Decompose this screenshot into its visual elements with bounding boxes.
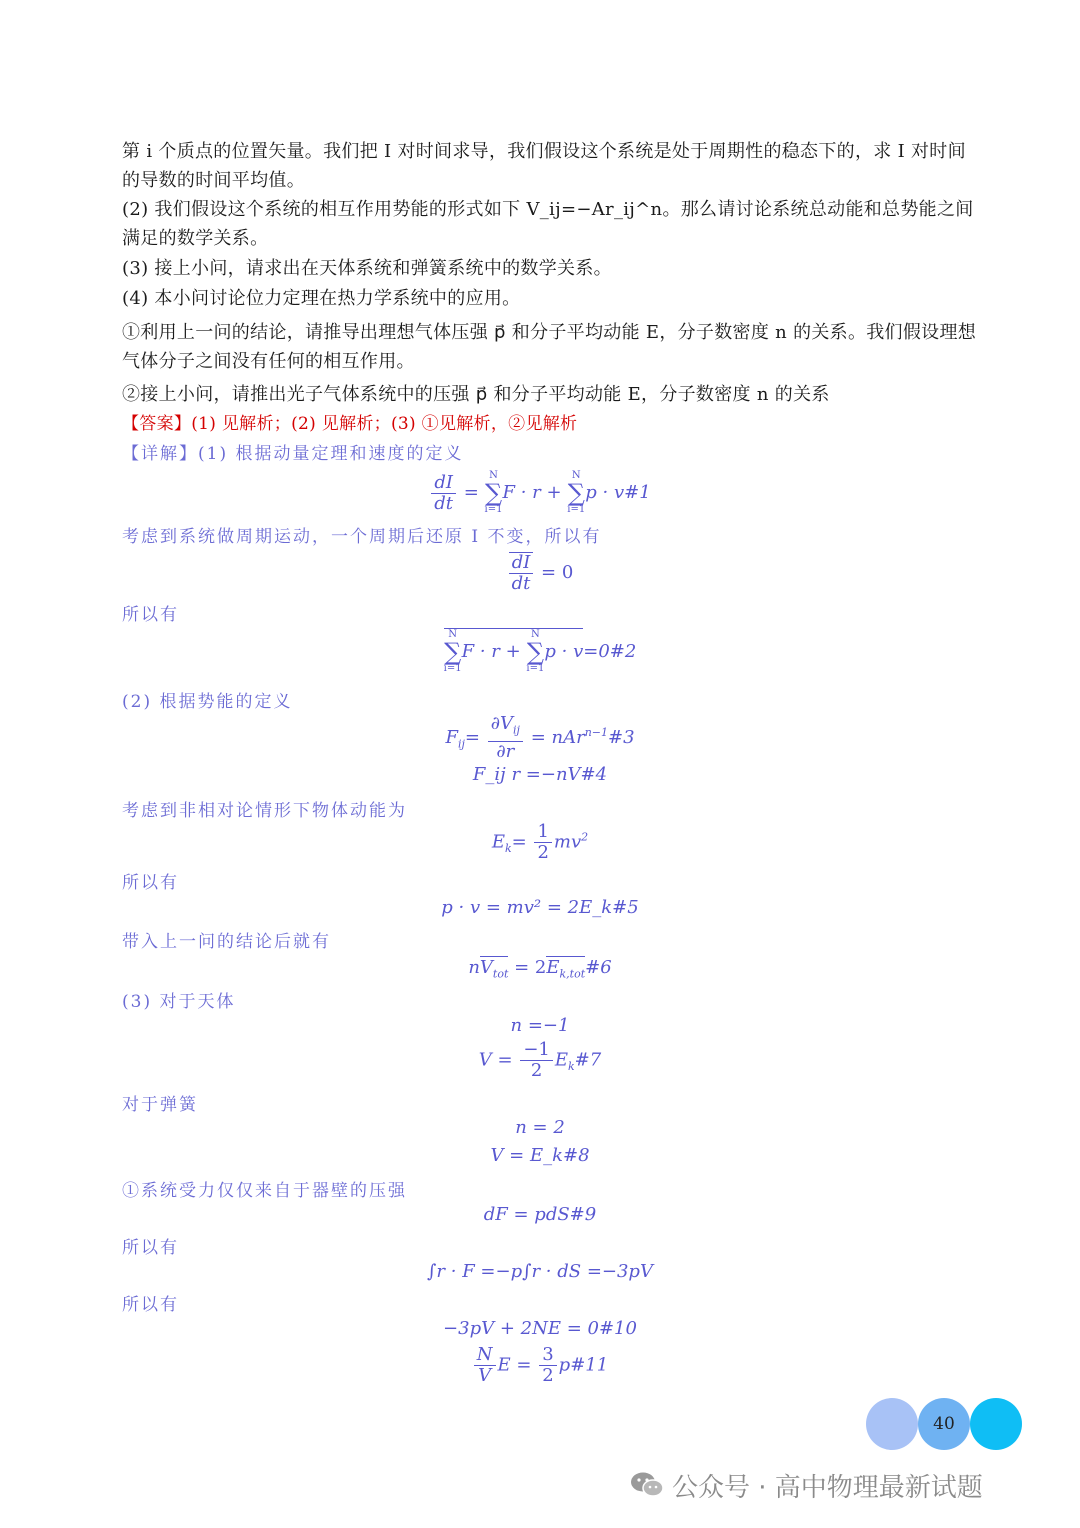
badge-circle-right [970, 1398, 1022, 1450]
equation-11-tag: p#11 [558, 1354, 609, 1376]
question-paragraph-3: (3) 接上小问，请求出在天体系统和弹簧系统中的数学关系。 [122, 258, 612, 279]
equation-3-tag: #3 [608, 726, 635, 748]
answer-line [122, 410, 984, 439]
equation-6-tag: #6 [585, 957, 612, 978]
detail-line [122, 440, 984, 469]
equation-5: p · v = mv² = 2E_k#5 [441, 897, 639, 918]
watermark-text: 公众号 · 高中物理最新试题 [672, 1472, 983, 1503]
solution-text-9: ①系统受力仅仅来自于器壁的压强 [122, 1181, 407, 1201]
watermark [630, 1465, 983, 1505]
detail-text: (1) 根据动量定理和速度的定义 [198, 444, 464, 464]
equation-1-tag: #1 [624, 482, 651, 503]
equation-6: $nV_{tot}$ = $2E_{k,tot}\#6$ [468, 957, 612, 981]
solution-text-5: 所以有 [122, 873, 179, 893]
solution-text-10: 所以有 [122, 1238, 179, 1258]
solution-text-8: 对于弹簧 [122, 1095, 198, 1115]
equation-7-tag: #7 [574, 1049, 602, 1071]
equation-integral: ∫r · F =−p∫r · dS =−3pV [427, 1261, 653, 1282]
equation-10: −3pV + 2NE = 0#10 [443, 1318, 637, 1339]
wechat-icon [630, 1471, 664, 1499]
question-paragraph-5: ①利用上一问的结论，请推导出理想气体压强 p⃗ 和分子平均动能 E，分子数密度 n 的关系。我们假设理想气体分子之间没有任何的相互作用。 [122, 322, 977, 372]
detail-tag: 【详解】 [122, 444, 198, 464]
equation-8a: n = 2 [515, 1117, 565, 1138]
question-paragraph-1: 第 i 个质点的位置矢量。我们把 I 对时间求导，我们假设这个系统是处于周期性的稳态下的，求 I 对时间的导数的时间平均值。 [122, 141, 966, 191]
equation-11: $\frac{N}{V}$ E = $\frac{3}{2}$ p#11 [0, 1345, 1080, 1386]
page-number-badge [866, 1398, 1022, 1450]
equation-7a: n =−1 [510, 1015, 570, 1036]
equation-2: N ∑ i=1 F · r + N ∑ i=1 p · v=0#2 [443, 629, 637, 674]
solution-text-11: 所以有 [122, 1295, 179, 1315]
equation-kinetic: $E_k=$ $\frac{1}{2}$ $mv^2$ [491, 821, 589, 863]
solution-text-2: 所以有 [122, 605, 179, 625]
equation-7: V = $\frac{-1}{2}$ $E_k\#7$ [478, 1039, 602, 1081]
solution-text-7: (3) 对于天体 [122, 992, 236, 1012]
answer-tag: 【答案】 [122, 414, 192, 434]
question-paragraph-2: (2) 我们假设这个系统的相互作用势能的形式如下 V_ij=−Ar_ij^n。那么请讨论系统总动能和总势能之间满足的数学关系。 [122, 199, 974, 249]
equation-3: $F_{ij}=$ $\frac{\partial V_{ij}}{\partial r}$ = nAr$^{n-1}$#3 [445, 713, 635, 762]
page-number: 40 [933, 1414, 955, 1434]
equation-1: $\frac{dI}{dt}$ = N ∑ i=1 F · r + N ∑ i=1 p · v#1 [0, 470, 1080, 516]
question-paragraph-6: ②接上小问，请推出光子气体系统中的压强 p⃗ 和分子平均动能 E，分子数密度 n 的关系 [122, 384, 830, 405]
equation-9: dF = pdS#9 [483, 1204, 597, 1225]
equation-average: $\frac{dI}{dt}$ = 0 [0, 552, 1080, 594]
solution-text-6: 带入上一问的结论后就有 [122, 932, 331, 952]
badge-circle-left [866, 1398, 918, 1450]
equation-2-tag: =0#2 [583, 641, 637, 662]
equation-8b: V = E_k#8 [490, 1145, 590, 1166]
question-paragraph-4: (4) 本小问讨论位力定理在热力学系统中的应用。 [122, 288, 521, 309]
solution-text-3: (2) 根据势能的定义 [122, 692, 293, 712]
answer-text: (1) 见解析；(2) 见解析；(3) ①见解析，②见解析 [191, 414, 578, 434]
equation-4: F_ij r =−nV#4 [472, 764, 608, 785]
solution-text-4: 考虑到非相对论情形下物体动能为 [122, 801, 407, 821]
solution-text-1: 考虑到系统做周期运动，一个周期后还原 I 不变，所以有 [122, 527, 602, 547]
